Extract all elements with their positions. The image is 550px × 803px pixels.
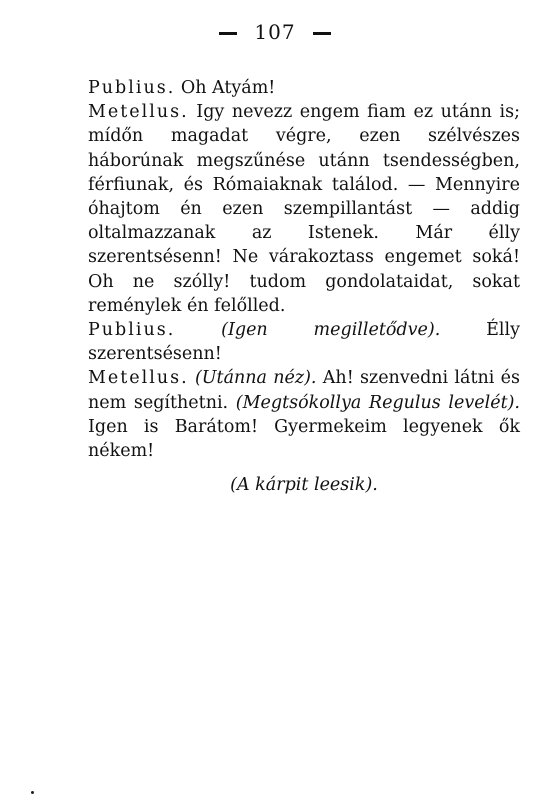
paragraph-metellus-1 [88, 100, 520, 318]
paragraph-publius-1 [88, 76, 520, 100]
dialogue-line: Ah! szenvedni látni és nem segíthetni. [88, 368, 520, 413]
final-stage-direction: (A kárpit leesik). [230, 475, 378, 496]
speaker-name: Metellus. [88, 102, 189, 123]
speaker-name: Publius. [88, 78, 176, 98]
dialogue-line: Élly szerentsésenn! [88, 320, 520, 365]
page-header [0, 20, 550, 44]
header-dash-right [313, 32, 331, 35]
stage-direction: (Megtsókollya Regulus levelét). [235, 392, 520, 413]
speaker-name: Publius. [88, 320, 176, 341]
dialogue-line: Oh Atyám! [180, 78, 276, 98]
stage-direction: (Igen megilletődve). [221, 320, 441, 341]
ink-speck [31, 791, 34, 794]
paragraph-publius-2 [88, 318, 520, 366]
header-dash-left [219, 32, 237, 35]
dialogue-text [88, 76, 520, 497]
stage-direction: (Utánna néz). [194, 368, 317, 389]
paragraph-metellus-2 [88, 366, 520, 463]
speaker-name: Metellus. [88, 368, 189, 389]
dialogue-line: Igy nevezz engem fiam ez utánn is; mídőn magadat végre, ezen szélvészes háborúnak megszűnése utánn tsendességben, férfiunak, és Rómaiaknak találod. — Mennyire óhajtom én ezen szempillantást — addig oltalmazzanak az Istenek. Már élly szerentsésenn! Ne várakoztass engemet soká! Oh ne szólly! tudom gondolataidat, sokat reménylek én felőlled. [88, 102, 520, 316]
page-number: 107 [254, 20, 296, 44]
dialogue-line: Igen is Barátom! Gyermekeim legyenek ők nékem! [88, 416, 520, 462]
